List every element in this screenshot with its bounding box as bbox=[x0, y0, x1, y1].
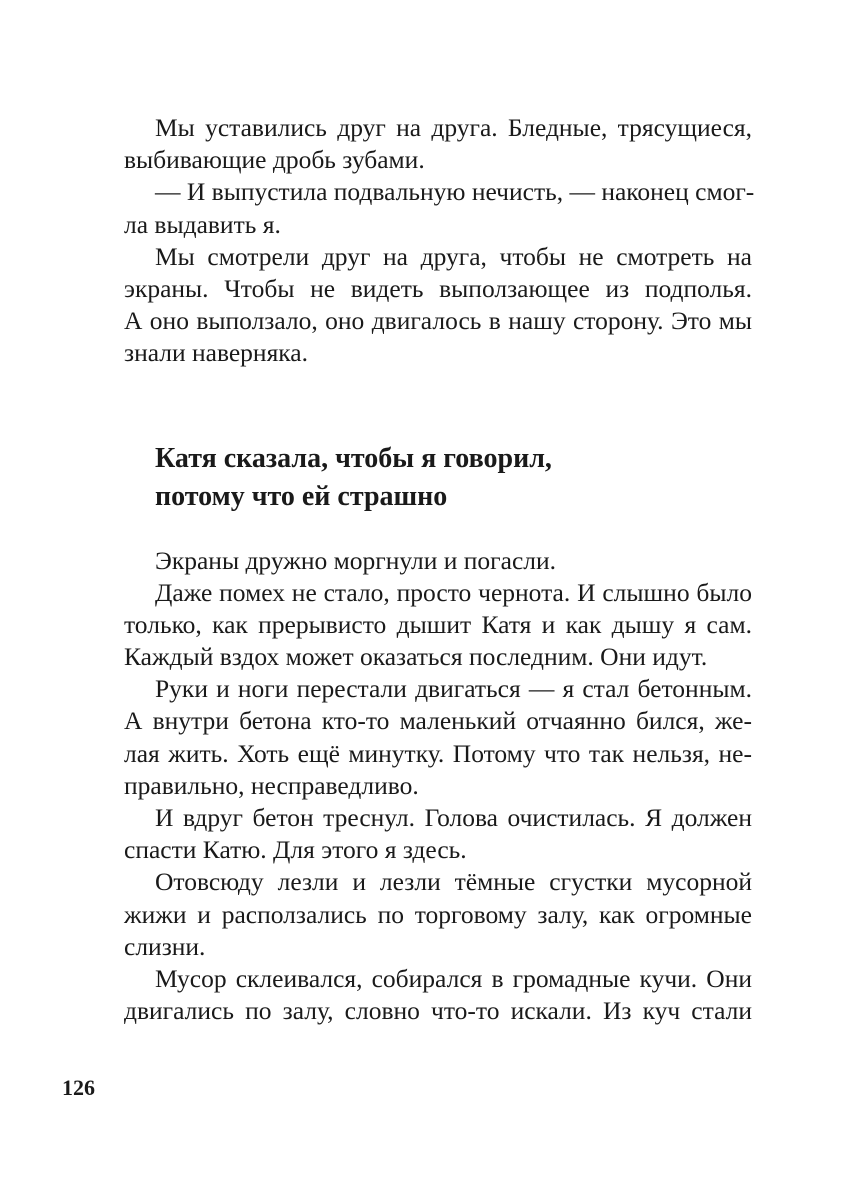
paragraph bbox=[124, 866, 752, 963]
text-line: экраны. Чтобы не видеть выползающее из подполья. bbox=[124, 273, 752, 303]
paragraph bbox=[124, 673, 752, 802]
text-line: Мы уставились друг на друга. Бледные, трясущиеся, bbox=[155, 113, 752, 142]
paragraph bbox=[124, 802, 752, 866]
chapter-heading-line-1: Катя сказала, чтобы я говорил, bbox=[155, 442, 552, 474]
text-line: спасти Катю. Для этого я здесь. bbox=[124, 835, 467, 865]
text-line: только, как прерывисто дышит Катя и как дышу я сам. bbox=[124, 609, 752, 639]
text-line: Мы смотрели друг на друга, чтобы не смотреть на bbox=[155, 241, 752, 271]
text-line: Даже помех не стало, просто чернота. И слышно было bbox=[155, 577, 752, 607]
text-line: Отовсюду лезли и лезли тёмные сгустки мусорной bbox=[155, 867, 752, 897]
text-line: знали наверняка. bbox=[124, 338, 309, 368]
text-line: лая жить. Хоть ещё минутку. Потому что так нельзя, не- bbox=[124, 738, 752, 768]
text-line: Мусор склеивался, собирался в громадные кучи. Они bbox=[155, 963, 752, 993]
text-line: А внутри бетона кто-то маленький отчаянно бился, же- bbox=[124, 706, 752, 736]
paragraph bbox=[124, 241, 752, 370]
chapter-heading bbox=[124, 440, 752, 516]
text-line: правильно, несправедливо. bbox=[124, 770, 419, 800]
paragraph bbox=[124, 963, 752, 1027]
text-line: И вдруг бетон треснул. Голова очистилась. Я должен bbox=[155, 803, 752, 832]
text-line: Экраны дружно моргнули и погасли. bbox=[155, 545, 557, 575]
paragraph bbox=[124, 112, 752, 176]
paragraph bbox=[124, 577, 752, 674]
paragraph bbox=[124, 176, 755, 240]
text-line: двигались по залу, словно что-то искали. Из куч стали bbox=[124, 996, 752, 1026]
text-before-heading bbox=[124, 112, 755, 370]
text-line: слизни. bbox=[124, 931, 206, 961]
book-page bbox=[124, 112, 755, 1027]
text-line: — И выпустила подвальную нечисть, — наконец смог- bbox=[155, 177, 755, 207]
text-line: Руки и ноги перестали двигаться — я стал бетонным. bbox=[155, 674, 752, 704]
paragraph bbox=[124, 545, 752, 577]
text-line: ла выдавить я. bbox=[124, 209, 281, 239]
text-line: Каждый вздох может оказаться последним. Они идут. bbox=[124, 642, 708, 672]
page-number: 126 bbox=[62, 1075, 95, 1100]
chapter-heading-line-2: потому что ей страшно bbox=[155, 480, 448, 512]
text-after-heading bbox=[124, 545, 752, 1028]
text-line: выбивающие дробь зубами. bbox=[124, 145, 425, 175]
text-line: жижи и расползались по торговому залу, как огромные bbox=[124, 899, 752, 929]
text-line: А оно выползало, оно двигалось в нашу сторону. Это мы bbox=[124, 306, 752, 336]
